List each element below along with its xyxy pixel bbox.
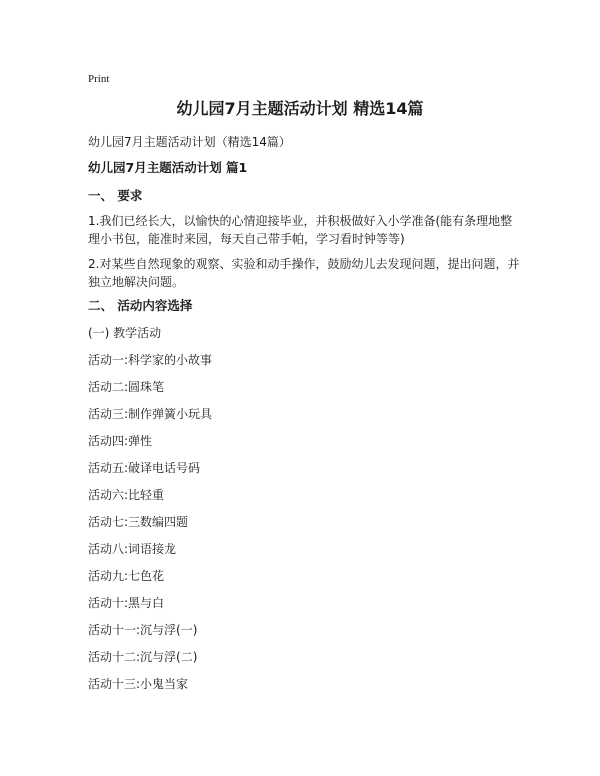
activity-item: 活动九:七色花	[88, 569, 165, 583]
requirement-paragraph: 2.对某些自然现象的观察、实验和动手操作，鼓励幼儿去发现问题，提出问题，并独立地解决问题。	[88, 257, 520, 289]
section-heading-requirements: 一、 要求	[88, 188, 143, 203]
activity-item: 活动十:黑与白	[88, 596, 165, 610]
activity-item: 活动十一:沉与浮(一)	[88, 623, 198, 637]
activity-item: 活动二:圆珠笔	[88, 380, 165, 394]
chapter-heading: 幼儿园7月主题活动计划 篇1	[88, 160, 248, 175]
activity-item: 活动一:科学家的小故事	[88, 353, 213, 367]
activity-item: 活动十三:小鬼当家	[88, 677, 189, 691]
print-label[interactable]: Print	[88, 73, 110, 85]
activity-item: 活动五:破译电话号码	[88, 461, 201, 475]
activity-item: 活动十二:沉与浮(二)	[88, 650, 198, 664]
activity-item: 活动七:三数编四题	[88, 515, 189, 529]
document-title: 幼儿园7月主题活动计划 精选14篇	[176, 99, 424, 118]
section-heading-activities: 二、 活动内容选择	[88, 298, 193, 313]
activity-item: 活动三:制作弹簧小玩具	[88, 407, 213, 421]
activity-item: 活动六:比轻重	[88, 488, 165, 502]
activities-subheading: (一) 教学活动	[88, 326, 162, 340]
requirement-paragraph: 1.我们已经长大，以愉快的心情迎接毕业，并积极做好入小学准备(能有条理地整理小书包，能准时来园，每天自己带手帕，学习看时钟等等)	[88, 214, 513, 246]
activity-item: 活动四:弹性	[88, 434, 153, 448]
document-subtitle: 幼儿园7月主题活动计划（精选14篇）	[88, 135, 291, 149]
activity-item: 活动八:词语接龙	[88, 542, 177, 556]
